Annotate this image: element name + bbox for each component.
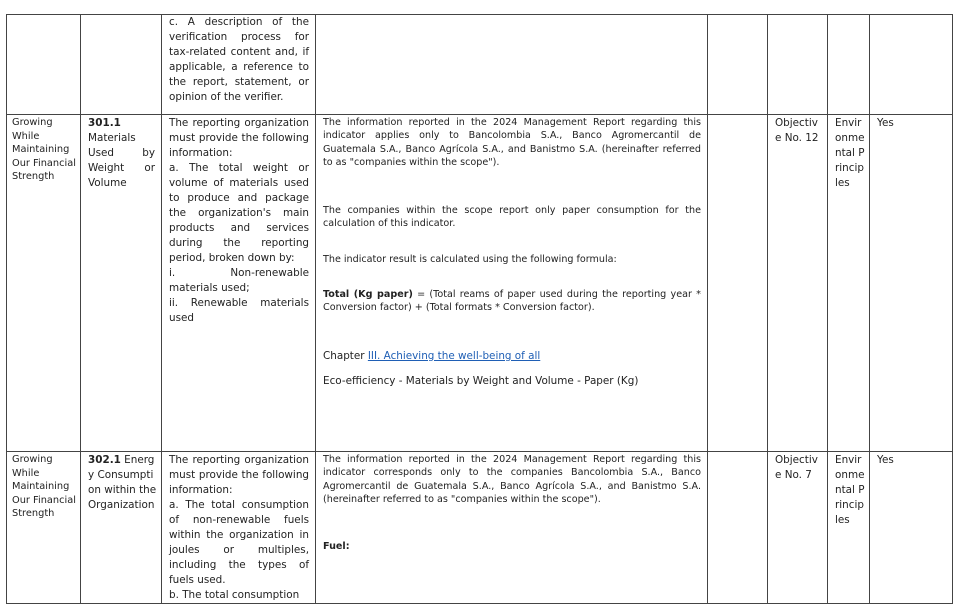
chapter-link[interactable]: III. Achieving the well-being of all xyxy=(367,349,541,362)
row2-verified: Yes xyxy=(877,454,894,466)
row1-verified: Yes xyxy=(877,117,894,129)
col-border-2 xyxy=(161,14,162,604)
chapter-prefix: Chapter xyxy=(323,349,368,362)
col-border-5 xyxy=(767,14,768,604)
row1-indicator-code: 301.1 xyxy=(88,117,121,129)
row2-objective: Objective No. 7 xyxy=(775,454,818,481)
row1-requirement-a: a. The total weight or volume of materials used to produce and package the organization's main products and services during the reporting period, broken down by: xyxy=(169,162,309,264)
formula-text: = (Total reams of paper used during the reporting year * Conversion factor) + (Total formats * Conversion factor). xyxy=(323,289,701,314)
col-border-8 xyxy=(952,14,953,604)
row1-requirements xyxy=(169,116,309,326)
row2-indicator xyxy=(88,453,158,513)
row2-requirements xyxy=(169,453,309,603)
col-border-0 xyxy=(6,14,7,604)
table-bottom-border xyxy=(6,603,952,604)
row1-indicator xyxy=(88,116,155,191)
row1-requirement-i: i. Non-renewable materials used; xyxy=(169,267,309,294)
row1-objective: Objective No. 12 xyxy=(775,117,819,144)
row2-requirement-b: b. The total consumption xyxy=(169,589,300,601)
row-divider-1 xyxy=(6,114,952,115)
row1-principles: Environmental Principles xyxy=(835,117,865,189)
formula-label: Total (Kg paper) xyxy=(323,289,413,301)
col-border-7 xyxy=(869,14,870,604)
row1-response-p1: The information reported in the 2024 Management Report regarding this indicator applies only to Bancolombia S.A., Banco Agromercantil de Guatemala S.A., Banco Agrícola S.A., and Banistmo S.A. (hereinafter referred to as "companies within the scope"). xyxy=(323,117,701,168)
row2-response xyxy=(323,453,701,553)
row2-fuel-label: Fuel: xyxy=(323,541,350,553)
col-border-1 xyxy=(80,14,81,604)
row1-response-p2: The companies within the scope report only paper consumption for the calculation of this indicator. xyxy=(323,205,701,230)
row2-indicator-name: Energy Consumption within the Organization xyxy=(88,454,157,511)
row1-theme: Growing While Maintaining Our Financial Strength xyxy=(12,117,76,182)
row1-response-p3: The indicator result is calculated using the following formula: xyxy=(323,253,617,265)
row2-requirement-intro: The reporting organization must provide the following information: xyxy=(169,454,309,496)
col-border-6 xyxy=(827,14,828,604)
row2-requirement-a: a. The total consumption of non-renewable fuels within the organization in joules or multiples, including the types of fuels used. xyxy=(169,499,309,586)
row1-eco-line: Eco-efficiency - Materials by Weight and Volume - Paper (Kg) xyxy=(323,374,639,387)
table-top-border xyxy=(6,14,952,15)
row2-indicator-code: 302.1 xyxy=(88,454,121,466)
row1-response xyxy=(323,116,701,389)
row0-requirement-c: c. A description of the verification process for tax-related content and, if applicable, a reference to the report, statement, or opinion of the verifier. xyxy=(169,16,309,103)
row1-indicator-name: Materials Used by Weight or Volume xyxy=(88,132,155,189)
col-border-3 xyxy=(315,14,316,604)
col-border-4 xyxy=(707,14,708,604)
row2-principles: Environmental Principles xyxy=(835,454,865,526)
row1-requirement-intro: The reporting organization must provide the following information: xyxy=(169,117,309,159)
row1-requirement-ii: ii. Renewable materials used xyxy=(169,297,309,324)
row-divider-2 xyxy=(6,451,952,452)
row2-theme: Growing While Maintaining Our Financial Strength xyxy=(12,454,76,519)
row2-response-p1: The information reported in the 2024 Management Report regarding this indicator corresponds only to the companies Bancolombia S.A., Banco Agromercantil de Guatemala S.A., Banco Agrícola S.A., and Banistmo S.A. (hereinafter referred to as "companies within the scope"). xyxy=(323,454,701,505)
row1-formula xyxy=(323,288,701,315)
row1-chapter xyxy=(323,349,701,364)
